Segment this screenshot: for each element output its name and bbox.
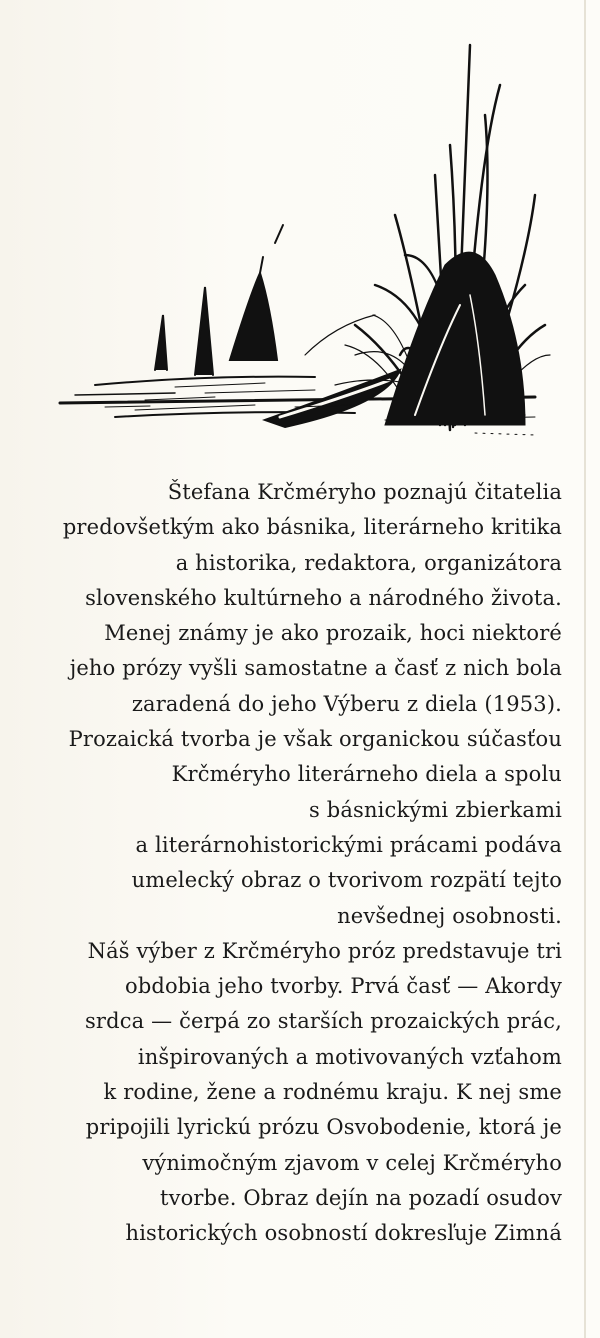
text-line: s básnickými zbierkami — [309, 797, 562, 822]
text-line: Náš výber z Krčméryho próz predstavuje tri — [87, 938, 562, 963]
ink-landscape-illustration — [55, 25, 555, 455]
text-line: a historika, redaktora, organizátora — [175, 550, 562, 575]
text-line: srdca — čerpá zo starších prozaických prác, — [85, 1009, 562, 1034]
text-line: jeho prózy vyšli samostatne a časť z nich bola — [69, 656, 562, 681]
text-line: predovšetkým ako básnika, literárneho kritika — [62, 515, 562, 540]
paragraph-intro — [20, 475, 562, 934]
text-line: Menej známy je ako prozaik, hoci niektoré — [104, 621, 562, 646]
paragraph-selection — [20, 934, 562, 1252]
text-line: k rodine, žene a rodnému kraju. K nej sme — [103, 1080, 562, 1105]
flap-text — [20, 475, 562, 1252]
text-line: Štefana Krčméryho poznajú čitatelia — [167, 480, 562, 504]
text-line: pripojili lyrickú prózu Osvobodenie, ktorá je — [85, 1115, 562, 1140]
text-line: slovenského kultúrneho a národného života. — [85, 585, 562, 610]
text-line: zaradená do jeho Výberu z diela (1953). — [131, 691, 562, 716]
text-line: inšpirovaných a motivovaných vzťahom — [137, 1044, 562, 1069]
text-line: Prozaická tvorba je však organickou súčasťou — [68, 727, 562, 752]
text-line: obdobia jeho tvorby. Prvá časť — Akordy — [125, 974, 562, 999]
text-line: a literárnohistorickými prácami podáva — [135, 832, 562, 857]
text-line: historických osobností dokresľuje Zimná — [125, 1221, 562, 1246]
text-line: nevšednej osobnosti. — [337, 903, 562, 928]
page-edge — [584, 0, 586, 1338]
text-line: Krčméryho literárneho diela a spolu — [171, 762, 562, 787]
text-line: výnimočným zjavom v celej Krčméryho — [142, 1150, 562, 1175]
text-line: umelecký obraz o tvorivom rozpätí tejto — [131, 868, 562, 893]
text-line: tvorbe. Obraz dejín na pozadí osudov — [160, 1185, 562, 1210]
